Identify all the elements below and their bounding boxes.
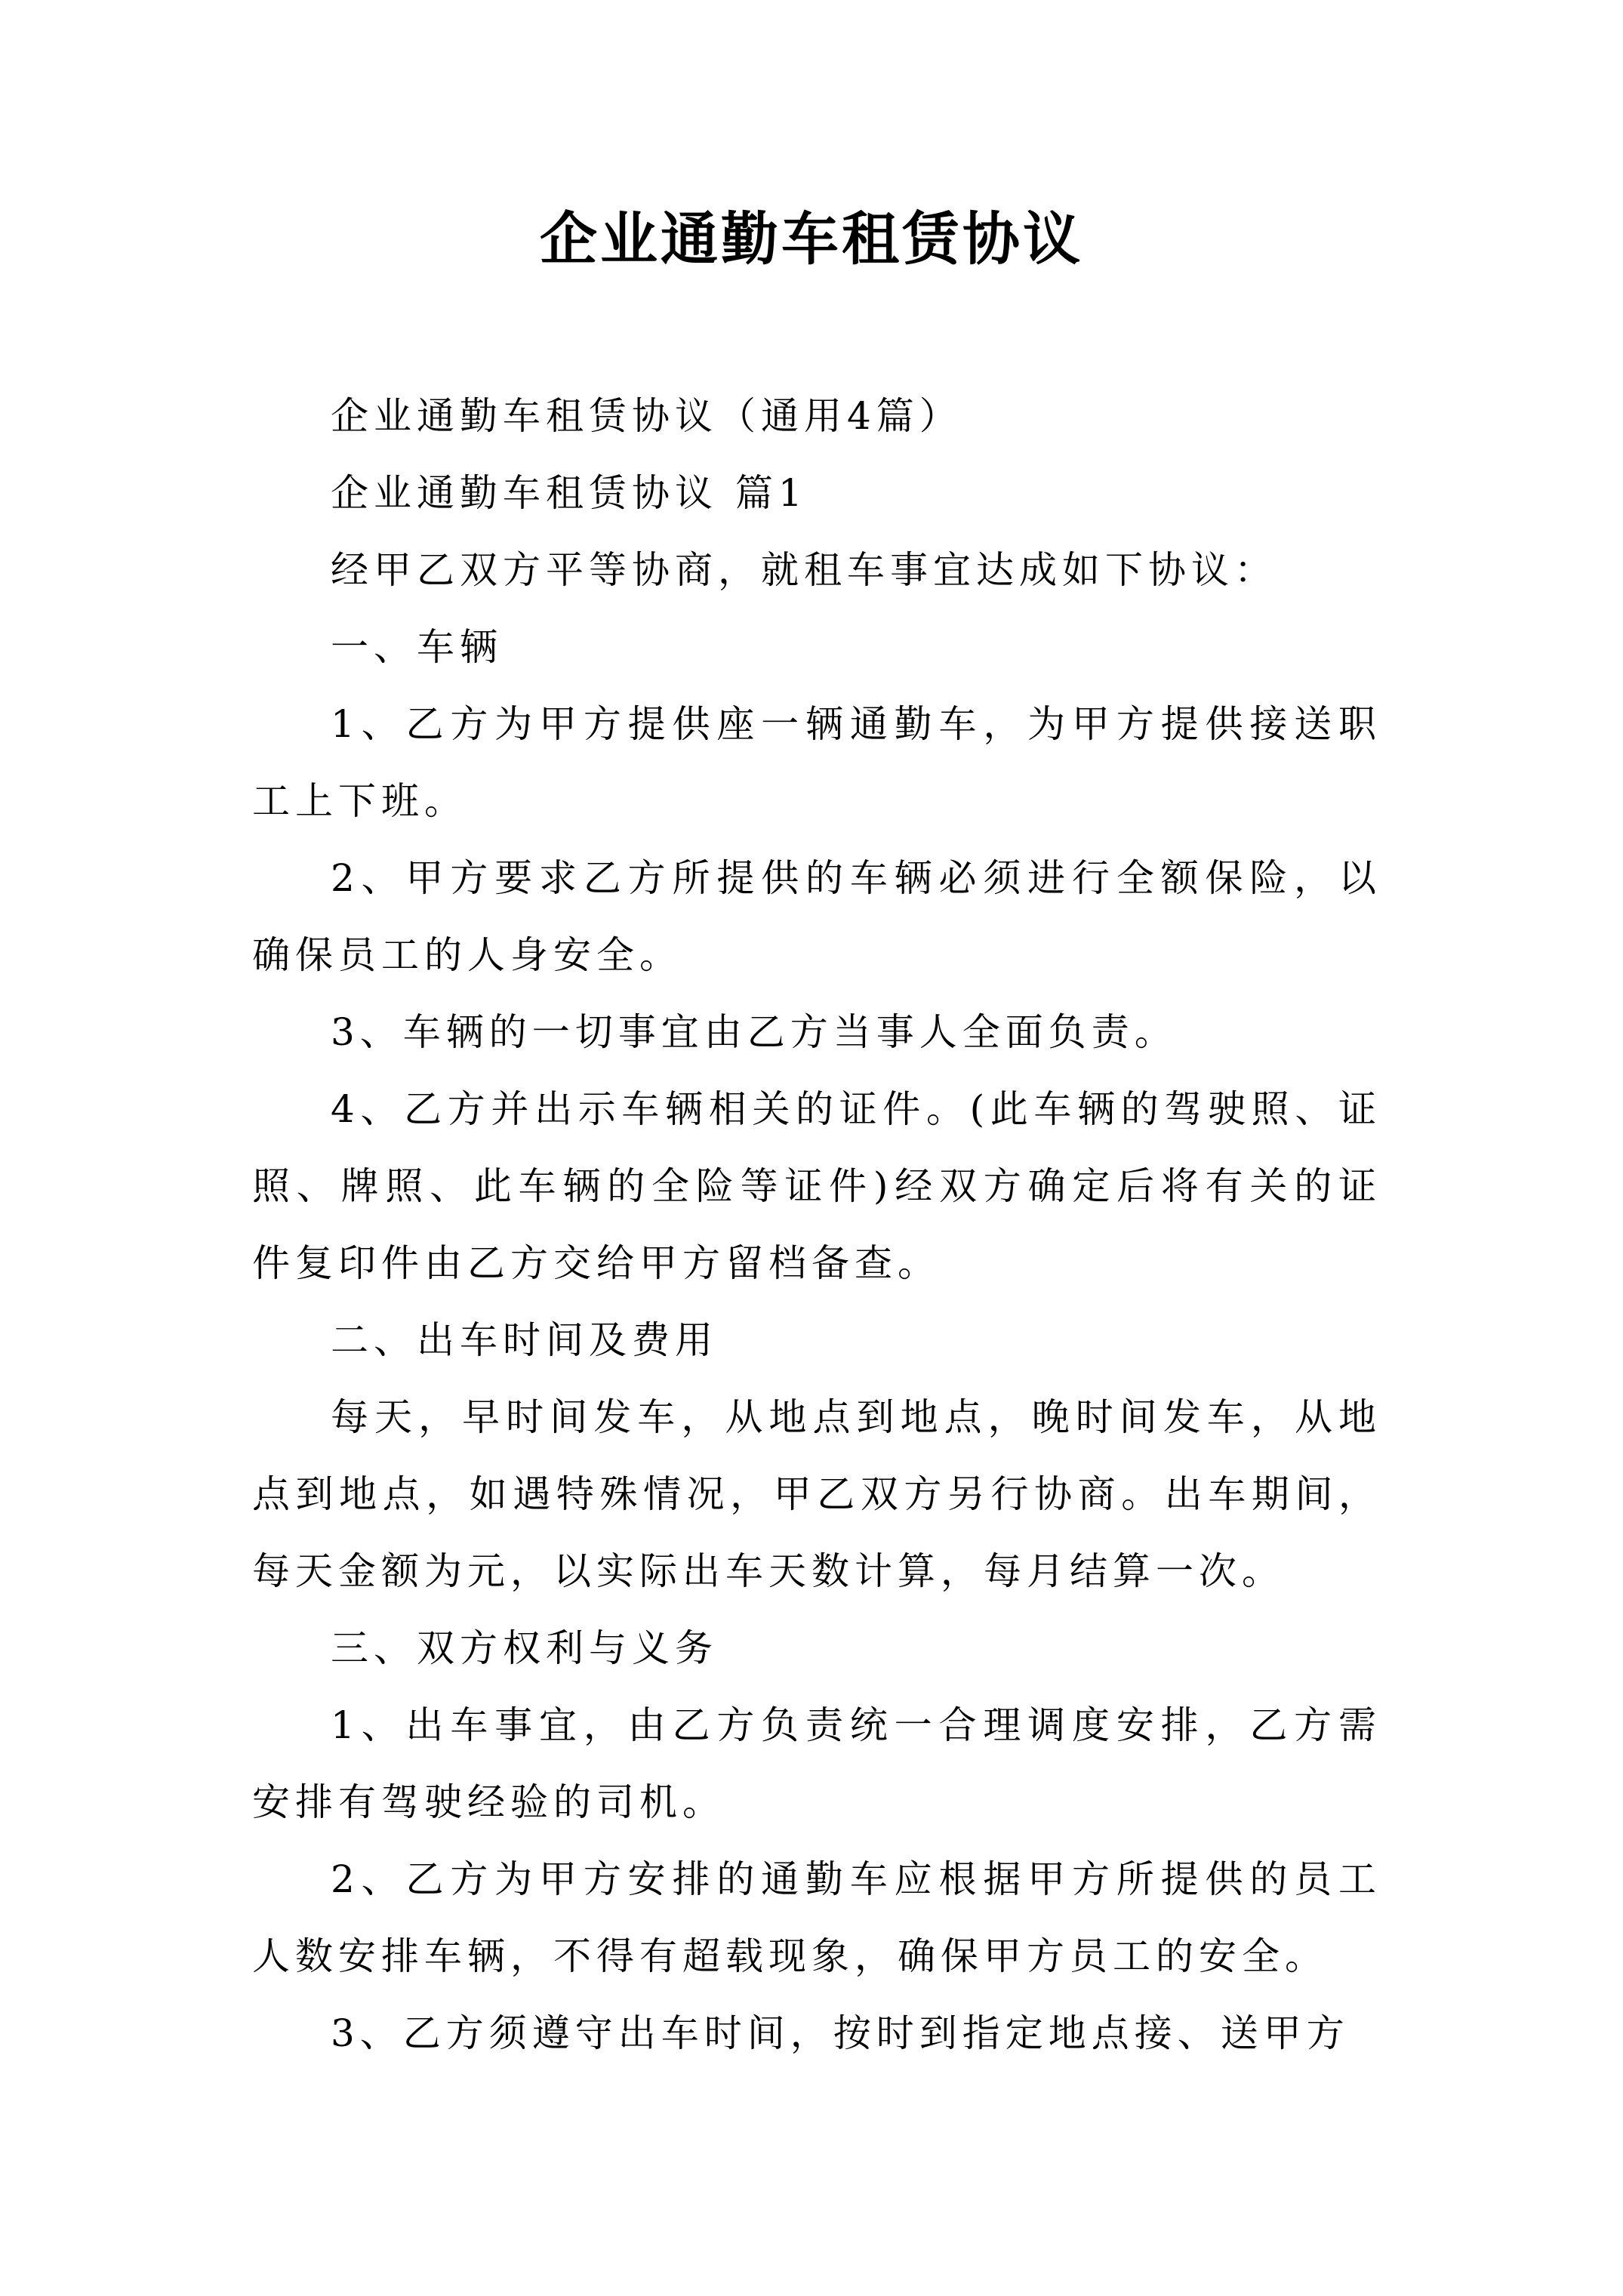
document-title: 企业通勤车租赁协议 xyxy=(540,205,1083,273)
document-body xyxy=(252,378,1381,2072)
clause-paragraph: 3、乙方须遵守出车时间，按时到指定地点接、送甲方 xyxy=(331,2011,1350,2055)
clause-paragraph: 3、车辆的一切事宜由乙方当事人全面负责。 xyxy=(331,1010,1178,1054)
clause-paragraph: 1、出车事宜，由乙方负责统一合理调度安排，乙方需安排有驾驶经验的司机。 xyxy=(252,1703,1381,1824)
clause-paragraph: 4、乙方并出示车辆相关的证件。(此车辆的驾驶照、证照、牌照、此车辆的全险等证件)经双方确定后将有关的证件复印件由乙方交给甲方留档备查。 xyxy=(252,1087,1381,1285)
section-heading-rights-duties: 三、双方权利与义务 xyxy=(331,1626,718,1670)
intro-paragraph: 经甲乙双方平等协商，就租车事宜达成如下协议： xyxy=(331,548,1277,592)
subtitle-paragraph: 企业通勤车租赁协议（通用4篇） xyxy=(331,394,962,438)
clause-paragraph: 每天，早时间发车，从地点到地点，晚时间发车，从地点到地点，如遇特殊情况，甲乙双方另行协商。出车期间，每天金额为元，以实际出车天数计算，每月结算一次。 xyxy=(252,1395,1381,1593)
section-heading-vehicle: 一、车辆 xyxy=(331,625,503,669)
clause-paragraph: 2、乙方为甲方安排的通勤车应根据甲方所提供的员工人数安排车辆，不得有超载现象，确保甲方员工的安全。 xyxy=(252,1857,1381,1978)
clause-paragraph: 1、乙方为甲方提供座一辆通勤车，为甲方提供接送职工上下班。 xyxy=(252,702,1381,823)
section-heading-time-fees: 二、出车时间及费用 xyxy=(331,1318,718,1362)
clause-paragraph: 2、甲方要求乙方所提供的车辆必须进行全额保险，以确保员工的人身安全。 xyxy=(252,856,1381,977)
section-heading-part1: 企业通勤车租赁协议 篇1 xyxy=(331,471,808,515)
